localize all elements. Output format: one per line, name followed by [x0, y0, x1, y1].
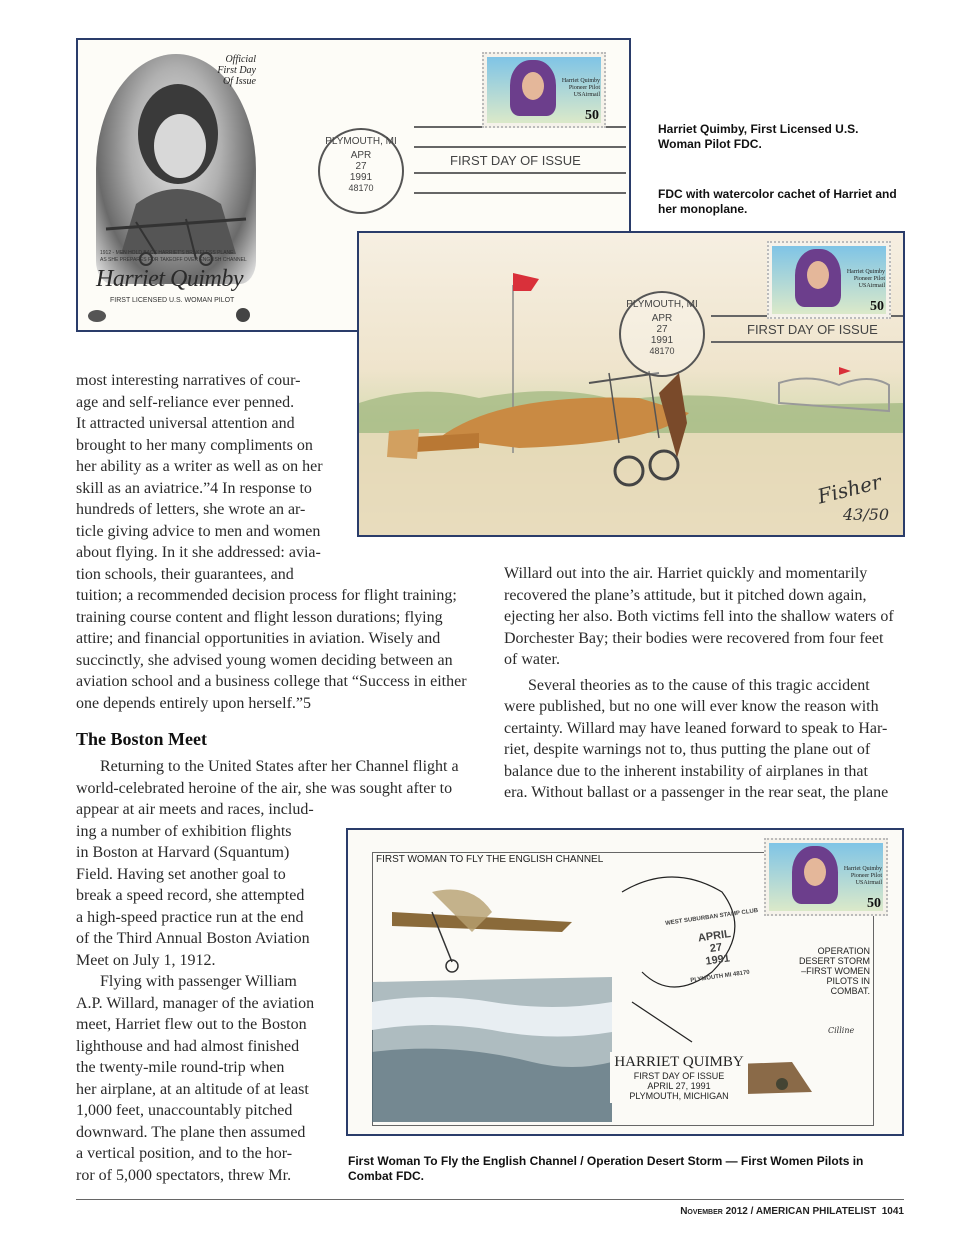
harriet-quimby-stamp	[767, 241, 891, 319]
text-line: riet, despite warnings not to, thus putting the plane out of	[504, 741, 871, 758]
footer-page-number: 1041	[881, 1206, 904, 1217]
postmark-day: 27	[355, 161, 367, 172]
stamp-role: Pioneer Pilot	[850, 873, 882, 879]
text-line: her airplane, at an altitude of at least	[76, 1080, 309, 1098]
postmark-year: 1991	[650, 335, 674, 346]
plymouth-postmark	[619, 291, 705, 377]
stamp-value: 50	[867, 896, 881, 911]
stamp-value: 50	[870, 299, 884, 314]
stamp-text	[562, 78, 600, 99]
stamp-role: Pioneer Pilot	[568, 85, 600, 91]
official-fdoi-label	[196, 54, 256, 87]
text-line: downward. The plane then assumed	[76, 1123, 306, 1141]
text-line: training course content and flight lesson durations; flying	[76, 608, 443, 626]
op-text-line: COMBAT.	[830, 986, 870, 996]
text-line: 1,000 feet, unaccountably pitched	[76, 1102, 293, 1119]
of-issue-text: Of Issue	[222, 76, 256, 87]
first-day-of-issue-cancel: FIRST DAY OF ISSUE	[747, 322, 878, 337]
postmark-club-location: PLYMOUTH MI 48170	[690, 969, 751, 984]
stamp-name: Harriet Quimby	[843, 866, 882, 872]
stamp-pilot-face	[807, 261, 829, 289]
cachet-subtitle: FIRST LICENSED U.S. WOMAN PILOT	[110, 297, 235, 304]
cachet-date: APRIL 27, 1991	[647, 1081, 711, 1091]
plymouth-postmark	[318, 128, 404, 214]
text-line: brought to her many compliments on	[76, 436, 313, 454]
caption-line: Woman Pilot FDC.	[658, 137, 762, 151]
caption-line: Combat FDC.	[348, 1169, 424, 1183]
cancel-line	[711, 341, 903, 343]
footer-rule	[76, 1199, 904, 1200]
caption-line: FDC with watercolor cachet of Harriet and	[658, 187, 897, 201]
postmark-zip: 48170	[649, 346, 675, 356]
op-text-line: –FIRST WOMEN	[801, 966, 870, 976]
text-line: age and self-reliance ever penned.	[76, 393, 295, 411]
postmark-day: 27	[709, 941, 723, 955]
seal-icon	[236, 308, 250, 322]
text-line: tion schools, their guarantees, and	[76, 565, 294, 583]
caption-line: Harriet Quimby, First Licensed U.S.	[658, 122, 859, 136]
text-line: A.P. Willard, manager of the aviation	[76, 994, 315, 1012]
fdc-cover-english-channel-desert-storm	[346, 828, 904, 1136]
cachet-banner: FIRST WOMAN TO FLY THE ENGLISH CHANNEL	[376, 854, 604, 865]
text-line: one depends entirely upon herself.”5	[76, 694, 312, 712]
text-line: Field. Having set another goal to	[76, 865, 286, 883]
text-line: ticle giving advice to men and women	[76, 522, 321, 540]
text-line: of water.	[504, 651, 560, 668]
text-line: hundreds of letters, she wrote an ar-	[76, 501, 306, 518]
cachet-title-box	[610, 1052, 748, 1103]
artist-signature: Fisher	[815, 469, 884, 509]
text-line: the twenty-mile round-trip when	[76, 1059, 285, 1076]
cachet-name: HARRIET QUIMBY	[614, 1054, 744, 1070]
postmark-club-name: WEST SUBURBAN STAMP CLUB	[664, 907, 759, 927]
text-line: a vertical position, and to the hor-	[76, 1145, 293, 1162]
cachet-brand: Cilline	[828, 1026, 855, 1035]
official-text: Official	[225, 54, 256, 65]
footer-publication: 2012 / AMERICAN PHILATELIST	[722, 1206, 877, 1217]
text-line: It attracted universal attention and	[76, 415, 295, 432]
harriet-quimby-stamp	[764, 838, 888, 916]
stamp-pilot-face	[522, 72, 544, 100]
article-col1-wide	[76, 585, 476, 714]
text-line: Returning to the United States after her Channel flight a	[100, 758, 459, 775]
first-day-text: First Day	[217, 65, 256, 76]
stamp-pilot-face	[804, 858, 826, 886]
text-line: balance due to the inherent instability of airplanes in that	[504, 762, 868, 780]
postmark-month: APRIL	[697, 928, 732, 945]
text-line: break a speed record, she attempted	[76, 887, 305, 904]
text-line: succinctly, she advised young women deciding between an	[76, 651, 453, 669]
postmark-month: APR	[350, 150, 372, 161]
article-col1-wide-2	[76, 756, 476, 799]
text-line: ejecting her also. Both victims fell into the shallow waters of	[504, 608, 894, 625]
caption-line: First Woman To Fly the English Channel / Operation Desert Storm — First Women Pilots in	[348, 1154, 864, 1168]
stamp-service: USAirmail	[858, 283, 885, 289]
cachet-name: Harriet Quimby	[96, 266, 243, 292]
harriet-quimby-stamp	[482, 52, 606, 128]
text-line: of the Third Annual Boston Aviation	[76, 930, 310, 947]
photo-caption-line-2: AS SHE PREPARES FOR TAKEOFF OVER ENGLISH CHANNEL	[100, 257, 247, 263]
text-line: lighthouse and had almost finished	[76, 1037, 300, 1055]
op-text-line: DESERT STORM	[798, 956, 870, 966]
text-line: Meet on July 1, 1912.	[76, 951, 216, 969]
postmark-zip: 48170	[348, 183, 374, 193]
text-line: Willard out into the air. Harriet quickly and momentarily	[504, 565, 868, 582]
postmark-city: PLYMOUTH, MI	[626, 299, 698, 310]
artcraft-logo-icon	[88, 310, 106, 322]
text-line: most interesting narratives of cour-	[76, 372, 301, 389]
text-line: appear at air meets and races, includ-	[76, 801, 314, 818]
text-line: about flying. In it she addressed: avia-	[76, 544, 321, 561]
edition-number: 43/50	[843, 505, 890, 524]
operation-desert-storm-text	[778, 946, 870, 996]
page-footer	[680, 1206, 904, 1217]
cancel-line	[414, 172, 626, 174]
caption-watercolor-fdc	[658, 187, 918, 217]
text-line: ror of 5,000 spectators, threw Mr.	[76, 1166, 292, 1184]
text-line: in Boston at Harvard (Squantum)	[76, 844, 290, 861]
text-line: recovered the plane’s attitude, but it pitched down again,	[504, 586, 867, 604]
text-line: tuition; a recommended decision process for flight training;	[76, 587, 457, 604]
text-line: certainty. Willard may have leaned forward to speak to Har-	[504, 719, 888, 737]
caption-english-channel-fdc	[348, 1154, 904, 1184]
text-line: era. Without ballast or a passenger in the rear seat, the plane	[504, 784, 889, 801]
stamp-name: Harriet Quimby	[561, 78, 600, 84]
text-line: her ability as a writer as well as on her	[76, 458, 323, 475]
op-text-line: OPERATION	[817, 946, 870, 956]
article-col1-narrow-bottom	[76, 799, 320, 1186]
text-line: world-celebrated heroine of the air, she was sought after to	[76, 779, 453, 797]
postmark-year: 1991	[349, 172, 373, 183]
cachet-place: PLYMOUTH, MICHIGAN	[629, 1091, 729, 1101]
cancel-line	[414, 146, 626, 148]
stamp-role: Pioneer Pilot	[853, 276, 885, 282]
photo-caption-line-1: 1912 - MEN HOLD BACK HARRIET'S BRAKELESS PLANE	[100, 250, 234, 256]
text-line: Flying with passenger William	[100, 973, 297, 990]
postmark-month: APR	[651, 313, 673, 324]
cancel-line	[414, 192, 626, 194]
stamp-service: USAirmail	[573, 92, 600, 98]
text-line: a high-speed practice run at the end	[76, 908, 304, 926]
text-line: Several theories as to the cause of this tragic accident	[528, 676, 870, 694]
text-line: ing a number of exhibition flights	[76, 822, 292, 840]
stamp-name: Harriet Quimby	[846, 269, 885, 275]
article-col1-narrow-top	[76, 370, 328, 585]
postmark-city: PLYMOUTH, MI	[325, 136, 397, 147]
postmark-day: 27	[656, 324, 668, 335]
text-line: were published, but no one will ever know the reason with	[504, 698, 879, 715]
stamp-text	[847, 269, 885, 290]
fdc-cover-watercolor	[357, 231, 905, 537]
text-line: skill as an aviatrice.”4 In response to	[76, 479, 312, 497]
text-line: aviation school and a business college that “Success in either	[76, 673, 467, 690]
stamp-service: USAirmail	[855, 880, 882, 886]
section-heading-boston-meet: The Boston Meet	[76, 729, 207, 749]
footer-month: November	[680, 1206, 723, 1217]
stamp-text	[844, 866, 882, 887]
cachet-photo-caption	[100, 250, 247, 264]
text-line: attire; and financial opportunities in aviation. Wisely and	[76, 630, 441, 647]
text-line: meet, Harriet flew out to the Boston	[76, 1016, 307, 1033]
article-col2	[504, 563, 904, 804]
first-day-of-issue-cancel: FIRST DAY OF ISSUE	[450, 153, 581, 168]
postmark-year: 1991	[704, 952, 731, 968]
op-text-line: PILOTS IN	[826, 976, 870, 986]
caption-harriet-quimby-fdc	[658, 122, 918, 152]
cachet-fdoi: FIRST DAY OF ISSUE	[633, 1071, 725, 1081]
text-line: Dorchester Bay; their bodies were recovered from four feet	[504, 629, 884, 647]
stamp-value: 50	[585, 108, 599, 123]
caption-line: her monoplane.	[658, 202, 748, 216]
